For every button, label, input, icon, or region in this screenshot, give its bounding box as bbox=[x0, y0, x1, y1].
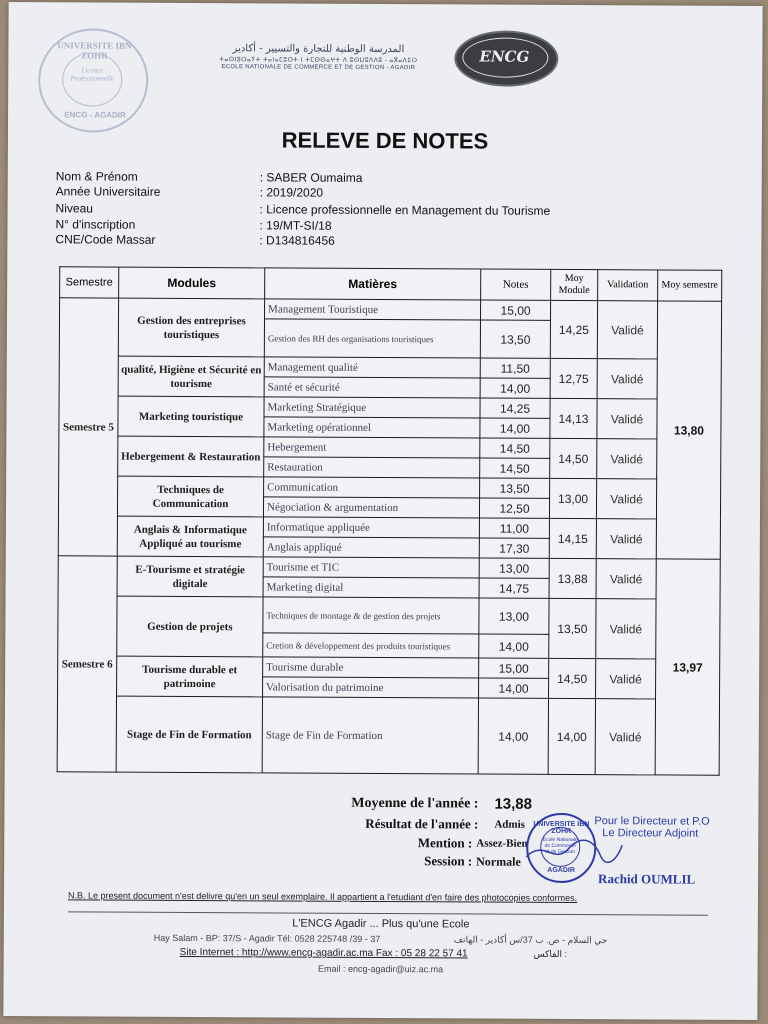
mention-label: Mention : bbox=[417, 835, 473, 851]
subject-name: Marketing digital bbox=[263, 577, 479, 598]
footer-website-fax[interactable]: Site Internet : http://www.encg-agadir.ac.ma Fax : 05 28 22 57 41 bbox=[179, 946, 468, 960]
subject-note: 14,00 bbox=[478, 698, 548, 774]
module-average: 14,13 bbox=[550, 398, 597, 438]
table-row bbox=[58, 516, 720, 539]
header-moy-module: Moy Module bbox=[551, 269, 598, 300]
average-label: Moyenne de l'année : bbox=[351, 795, 479, 812]
cne-value: : D134816456 bbox=[259, 233, 335, 248]
table-row bbox=[59, 356, 721, 379]
subject-name: Techniques de montage & de gestion des projets bbox=[263, 597, 479, 634]
subject-note: 14,00 bbox=[479, 634, 549, 658]
footer-slogan: L'ENCG Agadir ... Plus qu'une Ecole bbox=[292, 917, 470, 931]
inscription-value: : 19/MT-SI/18 bbox=[259, 218, 332, 233]
module-name: E-Tourisme et stratégie digitale bbox=[117, 556, 263, 597]
subject-name: Management qualité bbox=[264, 357, 480, 378]
header-matieres: Matières bbox=[265, 268, 481, 300]
subject-note: 13,00 bbox=[479, 598, 549, 634]
module-validation: Validé bbox=[597, 301, 657, 359]
document-page bbox=[3, 2, 762, 1020]
subject-name: Hebergement bbox=[264, 437, 480, 458]
seal-bottom-text: ENCG - AGADIR bbox=[64, 110, 126, 120]
footer-email[interactable]: Email : encg-agadir@uiz.ac.ma bbox=[317, 963, 444, 975]
module-name: Anglais & Informatique Appliqué au tourisme bbox=[117, 516, 263, 557]
subject-note: 13,50 bbox=[480, 320, 550, 358]
module-validation: Validé bbox=[596, 519, 656, 559]
table-row bbox=[57, 696, 719, 775]
semester-label: Semestre 5 bbox=[58, 298, 118, 556]
semester-average: 13,80 bbox=[656, 301, 721, 559]
module-validation: Validé bbox=[596, 599, 656, 659]
session-label: Session : bbox=[424, 853, 473, 869]
stamp-top-text: UNIVERSITE IBN ZOHR bbox=[533, 820, 590, 835]
module-average: 12,75 bbox=[550, 358, 597, 398]
stamp-center-text: Ecole Nationale de Commerce et de Gestion bbox=[542, 836, 578, 856]
module-average: 14,25 bbox=[550, 300, 597, 358]
module-name: qualité, Higiène et Sécurité en tourisme bbox=[118, 356, 264, 397]
module-average: 14,50 bbox=[550, 438, 597, 478]
name-value: : SABER Oumaima bbox=[259, 170, 363, 185]
subject-name: Restauration bbox=[264, 457, 480, 478]
subject-note: 14,00 bbox=[480, 418, 550, 438]
subject-note: 14,25 bbox=[480, 398, 550, 418]
table-row bbox=[59, 436, 721, 459]
result-value: Admis bbox=[494, 818, 525, 831]
table-row bbox=[58, 656, 720, 679]
year-label: Année Universitaire bbox=[55, 184, 161, 199]
module-average: 14,00 bbox=[548, 698, 595, 774]
average-value: 13,88 bbox=[494, 795, 533, 813]
module-name: Gestion des entreprises touristiques bbox=[118, 298, 264, 357]
module-validation: Validé bbox=[597, 359, 657, 399]
module-average: 14,50 bbox=[549, 658, 596, 698]
semester-average: 13,97 bbox=[655, 559, 720, 775]
subject-note: 13,00 bbox=[479, 558, 549, 578]
subject-note: 15,00 bbox=[481, 300, 551, 320]
logo-text: ENCG bbox=[479, 47, 530, 66]
grades-table bbox=[57, 266, 723, 775]
module-average: 14,15 bbox=[549, 518, 596, 558]
module-average: 13,00 bbox=[549, 478, 596, 518]
subject-name: Anglais appliqué bbox=[263, 537, 479, 558]
subject-name: Tourisme durable bbox=[263, 657, 479, 678]
module-name: Techniques de Communication bbox=[117, 476, 263, 517]
module-validation: Validé bbox=[596, 659, 656, 699]
mention-value: Assez-Bien bbox=[476, 837, 528, 850]
module-name: Hebergement & Restauration bbox=[118, 436, 264, 477]
session-value: Normale bbox=[476, 854, 521, 869]
module-average: 13,88 bbox=[549, 558, 596, 598]
table-row bbox=[60, 298, 722, 321]
level-value: : Licence professionnelle en Management du Tourisme bbox=[259, 202, 551, 218]
module-validation: Validé bbox=[596, 559, 656, 599]
module-validation: Validé bbox=[597, 439, 657, 479]
footer-note: N.B. Le present document n'est delivre qu'en un seul exemplaire. Il appartient a l'etudiant d'en faire des photocopies conformes. bbox=[67, 890, 578, 904]
header-notes: Notes bbox=[481, 269, 551, 300]
document-title: RELEVE DE NOTES bbox=[281, 127, 489, 154]
subject-name: Marketing opérationnel bbox=[264, 417, 480, 438]
module-validation: Validé bbox=[595, 699, 655, 775]
module-name: Marketing touristique bbox=[118, 396, 264, 437]
header-moy-semestre: Moy semestre bbox=[658, 270, 722, 301]
subject-note: 14,00 bbox=[479, 678, 549, 698]
module-average: 13,50 bbox=[549, 598, 596, 658]
cne-label: CNE/Code Massar bbox=[55, 232, 156, 247]
stamp-bottom-text: AGADIR bbox=[547, 866, 575, 875]
subject-name: Management Touristique bbox=[265, 299, 481, 320]
signature-line-1: Pour le Directeur et P.O bbox=[594, 815, 710, 828]
handwritten-signature bbox=[524, 837, 624, 868]
module-validation: Validé bbox=[597, 399, 657, 439]
table-row bbox=[58, 556, 720, 579]
subject-note: 14,50 bbox=[480, 458, 550, 478]
seal-top-text: UNIVERSITE IBN ZOHR bbox=[57, 40, 132, 61]
subject-note: 14,75 bbox=[479, 578, 549, 598]
subject-name: Santé et sécurité bbox=[264, 377, 480, 398]
table-row bbox=[59, 396, 721, 419]
subject-name: Gestion des RH des organisations touristiques bbox=[264, 319, 480, 358]
module-name: Stage de Fin de Formation bbox=[116, 696, 262, 773]
subject-name: Communication bbox=[264, 477, 480, 498]
footer-address-arabic: حي السلام - ص. ب 37/س أكادير - الهاتف bbox=[453, 934, 608, 946]
school-name-arabic: المدرسة الوطنية للتجارة والتسيير - أكادير bbox=[232, 43, 405, 56]
header-validation: Validation bbox=[598, 270, 658, 301]
subject-note: 13,50 bbox=[480, 478, 550, 498]
subject-note: 15,00 bbox=[479, 658, 549, 678]
semester-label: Semestre 6 bbox=[57, 556, 117, 772]
subject-name: Informatique appliquée bbox=[263, 517, 479, 538]
table-header-row bbox=[60, 267, 722, 301]
name-label: Nom & Prénom bbox=[55, 169, 138, 184]
subject-note: 14,00 bbox=[480, 378, 550, 398]
inscription-label: N° d'inscription bbox=[55, 217, 136, 232]
module-name: Gestion de projets bbox=[117, 596, 263, 657]
module-name: Tourisme durable et patrimoine bbox=[117, 656, 263, 697]
encg-logo bbox=[454, 30, 558, 87]
subject-name: Négociation & argumentation bbox=[263, 497, 479, 518]
module-validation: Validé bbox=[596, 479, 656, 519]
subject-note: 17,30 bbox=[479, 538, 549, 558]
subject-name: Cretion & développement des produits touristiques bbox=[263, 633, 479, 658]
subject-name: Valorisation du patrimoine bbox=[263, 677, 479, 698]
level-label: Niveau bbox=[55, 201, 93, 216]
signature-line-2: Le Directeur Adjoint bbox=[602, 827, 699, 840]
year-value: : 2019/2020 bbox=[259, 185, 324, 200]
footer-fax-arabic: الفاكس : bbox=[533, 948, 568, 959]
subject-name: Stage de Fin de Formation bbox=[262, 697, 478, 774]
header-modules: Modules bbox=[119, 267, 265, 299]
subject-note: 12,50 bbox=[479, 498, 549, 518]
school-name-french: ECOLE NATIONALE DE COMMERCE ET DE GESTION - AGADIR bbox=[221, 64, 416, 72]
result-label: Résultat de l'année : bbox=[365, 815, 479, 832]
university-seal-stamp bbox=[38, 28, 149, 133]
table-row bbox=[59, 476, 721, 499]
table-row bbox=[58, 596, 720, 635]
subject-note: 14,50 bbox=[480, 438, 550, 458]
subject-note: 11,50 bbox=[480, 358, 550, 378]
subject-name: Marketing Stratégique bbox=[264, 397, 480, 418]
header-semestre: Semestre bbox=[60, 267, 119, 298]
subject-name: Tourisme et TIC bbox=[263, 557, 479, 578]
subject-note: 11,00 bbox=[479, 518, 549, 538]
school-name-tifinagh: ⵜⴰⵙⵏⵓⵔⴰⵢⵜ ⵜⴰⵏⴰⵎⵓⵔⵜ ⵏ ⵜⵎⵙⵙⴰⵖⵜ ⴷ ⵓⵙⵡⵓⴷⴷⵓ - ⴰⴳⴰⴷⵉⵔ bbox=[219, 57, 418, 65]
grades-table-body bbox=[57, 298, 721, 775]
footer-divider bbox=[68, 911, 708, 915]
footer-address: Hay Salam - BP: 37/S - Agadir Tél: 0528 225748 /39 - 37 bbox=[153, 932, 381, 944]
seal-middle-text: Licence Professionnelle bbox=[70, 66, 114, 83]
signatory-name: Rachid OUMLIL bbox=[598, 871, 696, 887]
